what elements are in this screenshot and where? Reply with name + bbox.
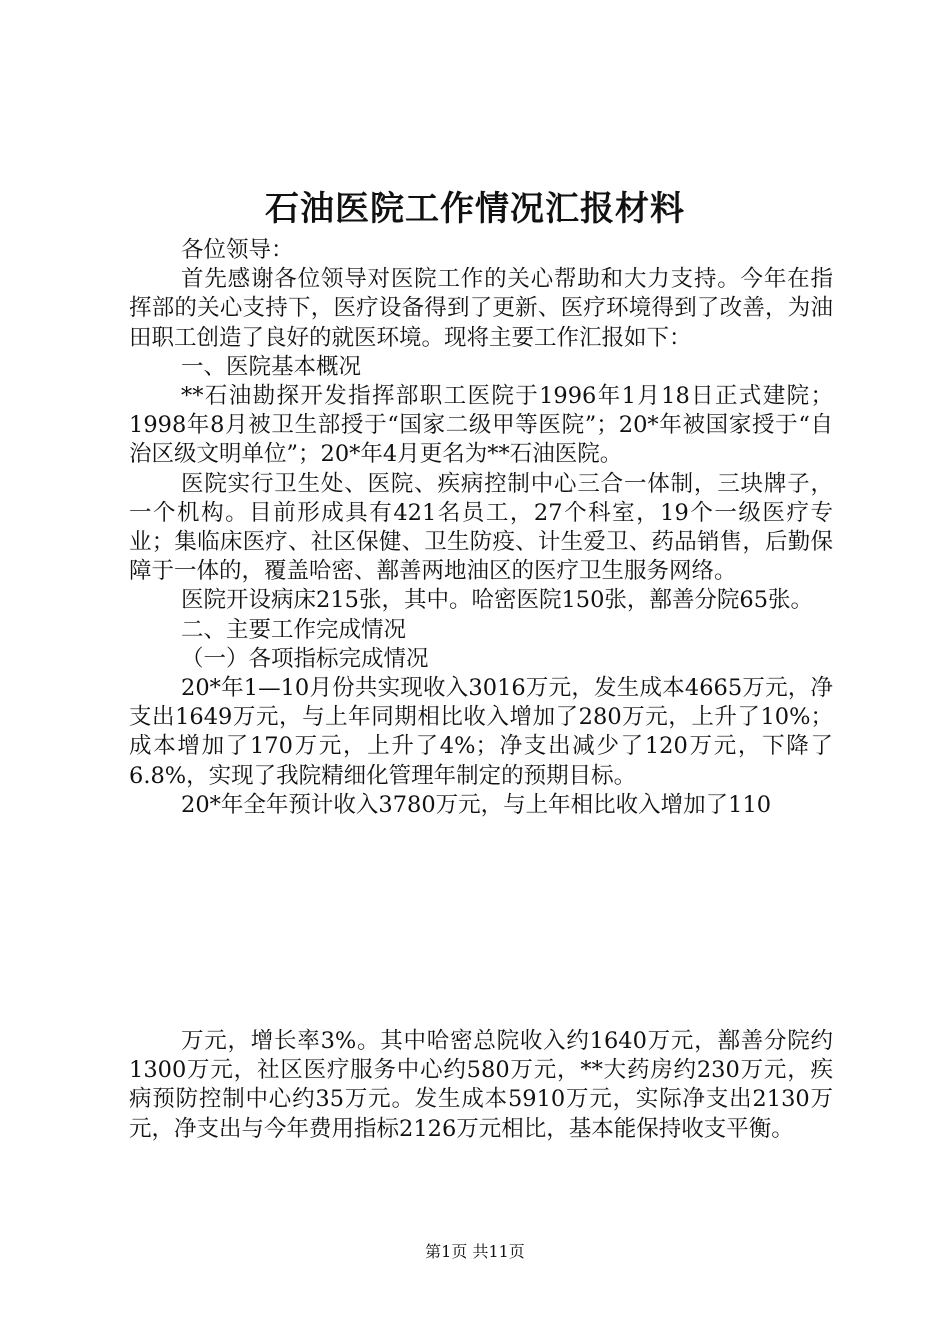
page-number-footer: 第1页 共11页 [425, 1242, 525, 1261]
overview-paragraph-history: **石油勘探开发指挥部职工医院于1996年1月18日正式建院；1998年8月被卫生部授于“国家二级甲等医院”；20*年被国家授于“自治区级文明单位”；20*年4月更名为**石油医院。 [129, 383, 833, 468]
overview-paragraph-structure: 医院实行卫生处、医院、疾病控制中心三合一体制，三块牌子，一个机构。目前形成具有421名员工，27个科室，19个一级医疗专业；集临床医疗、社区保健、卫生防疫、计生爱卫、药品销售，后勤保障于一体的，覆盖哈密、鄯善两地油区的医疗卫生服务网络。 [129, 470, 833, 585]
indicators-paragraph-annual-continued: 万元，增长率3%。其中哈密总院收入约1640万元，鄯善分院约1300万元，社区医疗服务中心约580万元，**大药房约230万元，疾病预防控制中心约35万元。发生成本5910万元，实际净支出2130万元，净支出与今年费用指标2126万元相比，基本能保持收支平衡。 [129, 1028, 833, 1142]
subsection-heading-indicators: （一）各项指标完成情况 [181, 645, 429, 672]
section-heading-overview: 一、医院基本概况 [181, 353, 362, 380]
salutation: 各位领导： [181, 237, 294, 263]
indicators-paragraph-jan-oct: 20*年1—10月份共实现收入3016万元，发生成本4665万元，净支出1649万元，与上年同期相比收入增加了280万元，上升了10%；成本增加了170万元，上升了4%；净支出减少了120万元，下降了6.8%，实现了我院精细化管理年制定的预期目标。 [129, 675, 833, 789]
indicators-paragraph-annual-start: 20*年全年预计收入3780万元，与上年相比收入增加了110 [181, 791, 772, 818]
intro-paragraph: 首先感谢各位领导对医院工作的关心帮助和大力支持。今年在指挥部的关心支持下，医疗设备得到了更新、医疗环境得到了改善，为油田职工创造了良好的就医环境。现将主要工作汇报如下： [129, 266, 833, 351]
section-heading-work: 二、主要工作完成情况 [181, 616, 407, 643]
overview-paragraph-beds: 医院开设病床215张，其中。哈密医院150张，鄯善分院65张。 [181, 587, 814, 614]
document-title: 石油医院工作情况汇报材料 [265, 189, 685, 229]
document-body-continued [129, 1027, 833, 1144]
document-body-main [129, 236, 833, 820]
